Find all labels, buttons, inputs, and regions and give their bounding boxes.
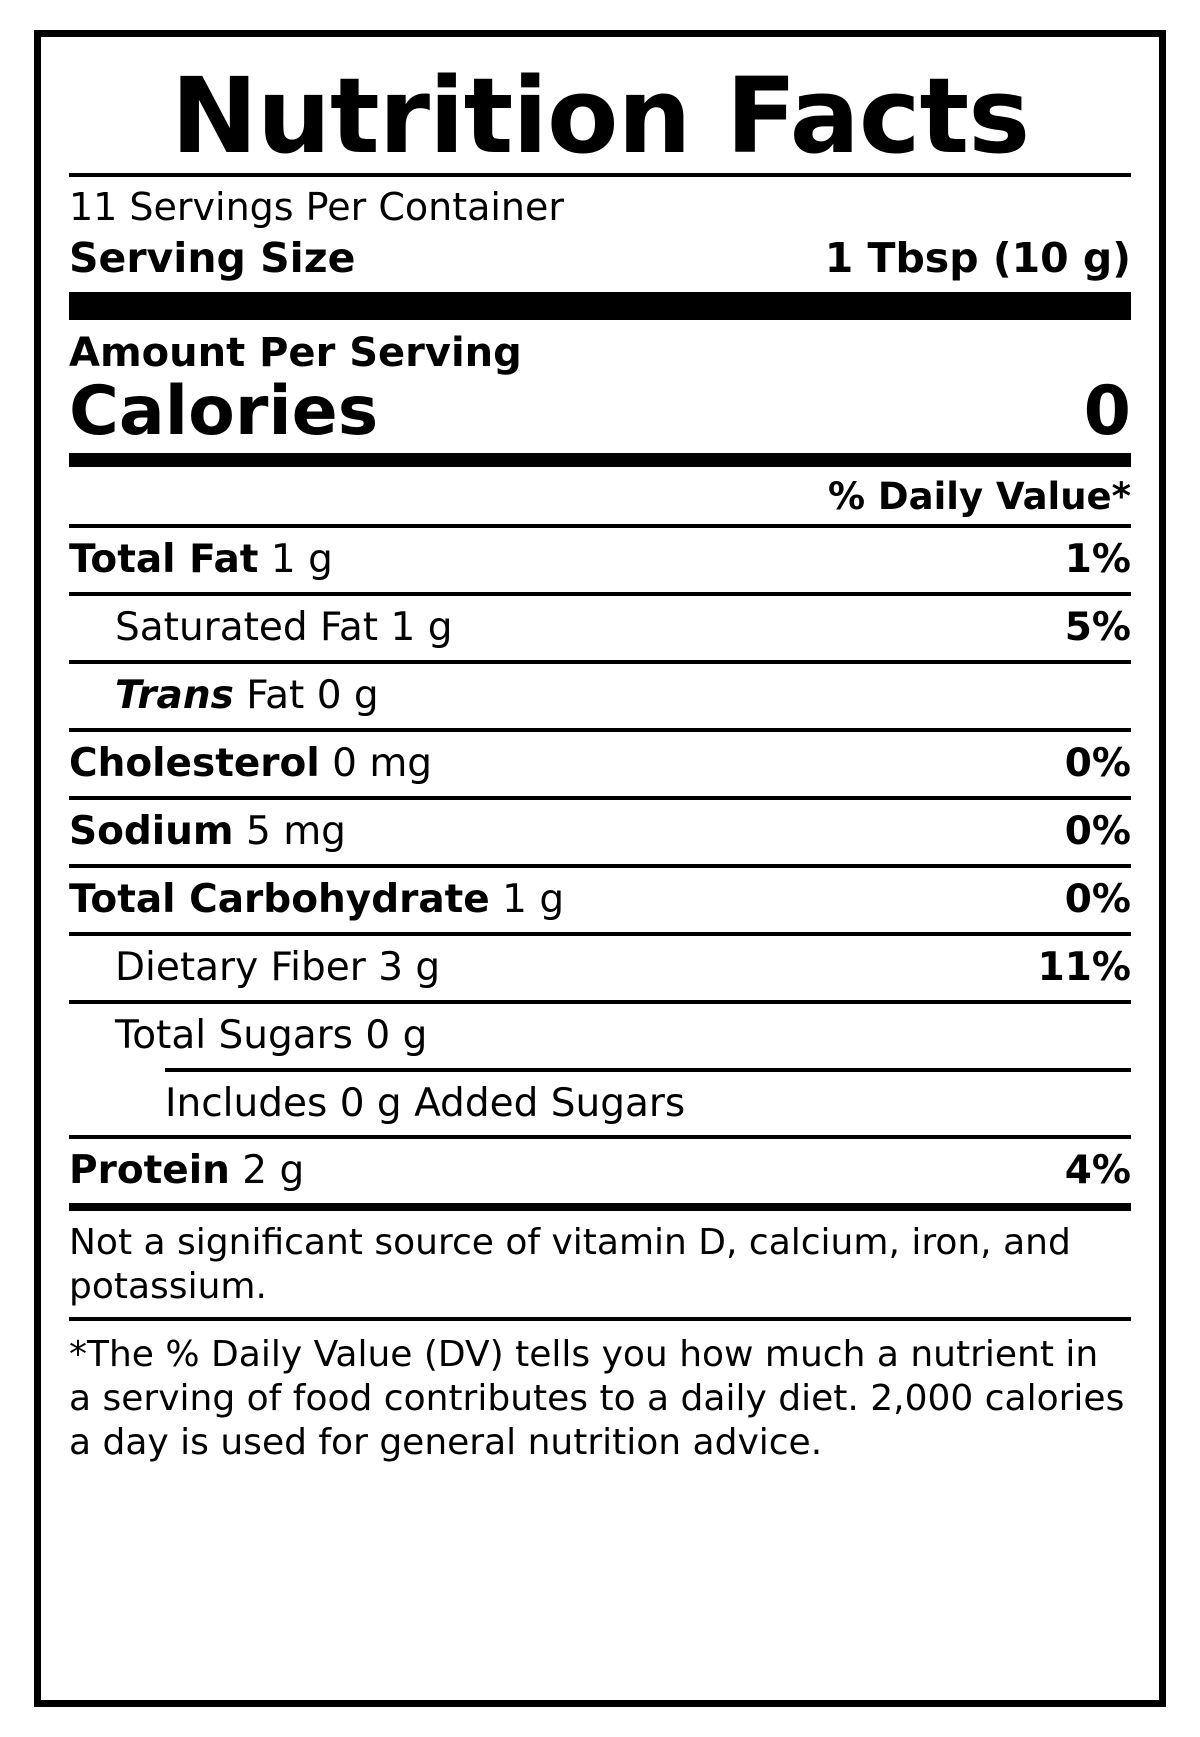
nutrient-dv-sodium: 0%	[1064, 808, 1131, 854]
serving-size-value: 1 Tbsp (10 g)	[824, 233, 1131, 282]
nutrient-name-saturated-fat: Saturated Fat	[115, 605, 379, 651]
nutrient-amount-protein: 2 g	[242, 1148, 305, 1194]
nutrient-name-dietary-fiber: Dietary Fiber	[115, 944, 366, 990]
divider-under-calories	[69, 453, 1131, 467]
nutrient-row-cholesterol	[69, 732, 1131, 796]
nutrient-row-dietary-fiber	[69, 936, 1131, 1000]
nutrient-amount-added-sugars: 0 g Added Sugars	[339, 1080, 686, 1126]
nutrient-name-cholesterol: Cholesterol	[69, 740, 320, 786]
daily-value-header: % Daily Value*	[827, 475, 1131, 519]
nutrient-dv-saturated-fat: 5%	[1064, 605, 1131, 651]
panel-title: Nutrition Facts	[170, 55, 1030, 177]
daily-value-footnote: *The % Daily Value (DV) tells you how much a nutrient in a serving of food contributes to a daily diet. 2,000 calories a day is used for general nutrition advice.	[69, 1334, 1125, 1463]
nutrient-row-saturated-fat	[69, 596, 1131, 660]
nutrient-dv-total-fat: 1%	[1064, 537, 1131, 583]
amount-per-serving-label: Amount Per Serving	[69, 329, 522, 376]
nutrient-name-total-sugars: Total Sugars	[115, 1012, 353, 1058]
nutrient-name-total-carbohydrate: Total Carbohydrate	[69, 876, 490, 922]
nutrient-dv-total-carbohydrate: 0%	[1064, 876, 1131, 922]
nutrient-amount-sodium: 5 mg	[245, 808, 346, 854]
nutrient-row-total-fat	[69, 528, 1131, 592]
nutrient-row-sodium	[69, 800, 1131, 864]
nutrient-name-trans-fat: Trans	[115, 673, 234, 719]
nutrient-name-total-fat: Total Fat	[69, 537, 259, 583]
nutrient-dv-dietary-fiber: 11%	[1037, 944, 1131, 990]
serving-size-row	[69, 233, 1131, 292]
nutrient-name-sodium: Sodium	[69, 808, 234, 854]
nutrient-dv-protein: 4%	[1064, 1148, 1131, 1194]
nutrient-amount-total-fat: 1 g	[270, 537, 333, 583]
serving-size-label: Serving Size	[69, 233, 356, 282]
nutrient-dv-cholesterol: 0%	[1064, 740, 1131, 786]
nutrient-row-protein	[69, 1139, 1131, 1203]
nutrient-amount-trans-fat: Fat 0 g	[246, 673, 379, 719]
calories-label: Calories	[69, 371, 379, 451]
servings-per-container: 11 Servings Per Container	[69, 185, 565, 230]
calories-row	[69, 371, 1131, 453]
divider-under-protein	[69, 1203, 1131, 1211]
nutrition-facts-panel	[34, 30, 1166, 1707]
not-significant-source-note: Not a significant source of vitamin D, calcium, iron, and potassium.	[69, 1222, 1071, 1308]
nutrient-name-protein: Protein	[69, 1148, 230, 1194]
nutrient-row-total-carbohydrate	[69, 868, 1131, 932]
nutrient-amount-dietary-fiber: 3 g	[378, 944, 441, 990]
nutrient-name-added-sugars: Includes	[165, 1080, 328, 1126]
nutrient-amount-cholesterol: 0 mg	[332, 740, 433, 786]
nutrient-row-trans-fat	[69, 664, 1131, 728]
nutrient-amount-total-carbohydrate: 1 g	[502, 876, 565, 922]
nutrient-row-total-sugars	[69, 1004, 1131, 1068]
nutrient-amount-total-sugars: 0 g	[365, 1012, 428, 1058]
nutrient-row-added-sugars	[69, 1072, 1131, 1136]
calories-value: 0	[1083, 371, 1131, 451]
nutrient-amount-saturated-fat: 1 g	[390, 605, 453, 651]
divider-thick-top	[69, 292, 1131, 320]
